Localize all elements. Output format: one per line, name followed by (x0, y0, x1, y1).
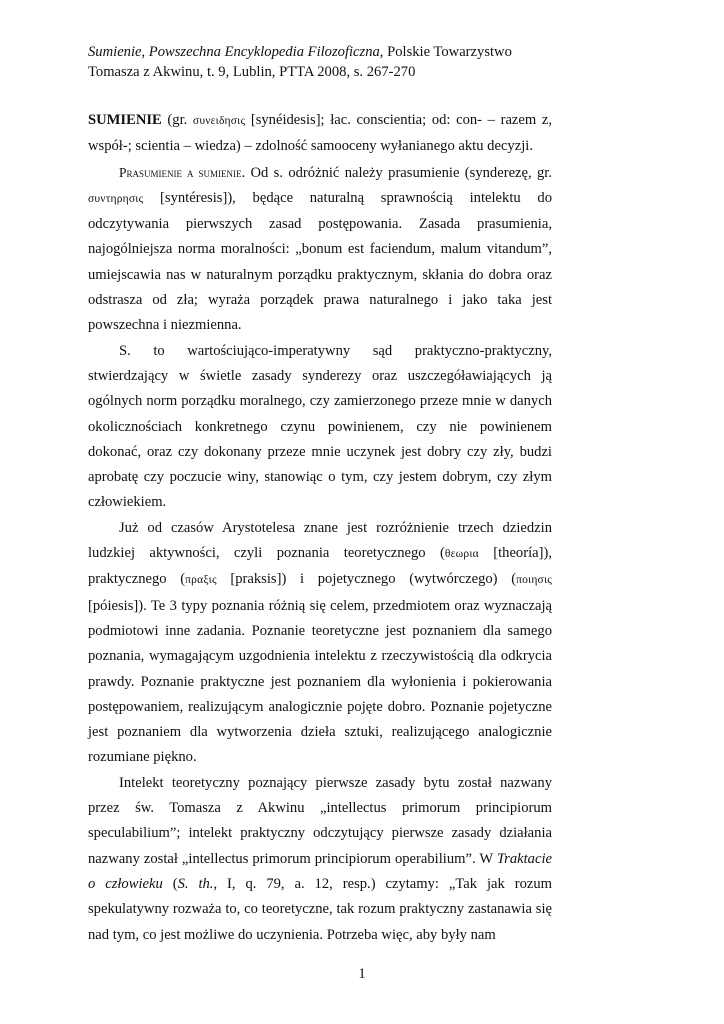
paragraph-definition-of-conscience: S. to wartościująco-imperatywny sąd praktyczno-praktyczny, stwierdzający w świetle zasady synderezy oraz uszczegóławiających ją ogólnych norm porządku moralnego, czy zamierzonego przeze mnie w danych okolicznościach konkretnego czynu powinienem, czy nie powinienem dokonać, oraz czy dokonany przeze mnie uczynek jest dobry czy zły, budzi aprobatę czy poczucie winy, stanowiąc o tym, czy jestem dobrym, czy złym człowiekiem. (88, 342, 552, 511)
paragraph-prasumienie: Prasumienie a sumienie. Od s. odróżnić należy prasumienie (synderezę, gr. συντηρησις [syntéresis]), będące naturalną sprawnością intelektu do odczytywania pierwszych zasad postępowania. Zasada prasumienia, najogólniejsza norma moralności: „bonum est faciendum, malum vitandum”, umiejscawia nas w naturalnym porządku praktycznym, skłania do dobra oraz odstrasza od zła; wyraża porządek prawa naturalnego i jako taka jest powszechna i niezmienna. (88, 164, 552, 334)
article-body (88, 108, 552, 948)
italic-abbreviation: S. th. (177, 875, 214, 892)
greek-term: πραξις (185, 574, 217, 587)
italic-title: Traktacie o człowieku (88, 850, 552, 892)
bibliographic-citation (88, 42, 552, 82)
citation-details: Tomasza z Akwinu, t. 9, Lublin, PTTA 2008, s. 267-270 (88, 64, 416, 80)
greek-term: ποιησις (516, 574, 552, 587)
page-number: 1 (358, 966, 366, 982)
greek-term: συνειδησις (192, 115, 246, 127)
entry-headword: SUMIENIE (88, 112, 162, 128)
paragraph-definition: SUMIENIE (gr. συνειδησις [synéidesis]; łac. conscientia; od: con- – razem z, współ-; scientia – wiedza) – zdolność samooceny wyłanianego aktu decyzji. (88, 112, 552, 155)
paragraph-intellect: Intelekt teoretyczny poznający pierwsze zasady bytu został nazwany przez św. Tomasza z Akwinu „intellectus primorum principiorum speculabilium”; intelekt praktyczny odczytujący pierwsze zasady działania nazwany został „intellectus primorum principiorum operabilium”. W Traktacie o człowieku (S. th., I, q. 79, a. 12, resp.) czytamy: „Tak jak rozum spekulatywny rozważa to, co teoretyczne, tak rozum praktyczny zastanawia się nad tym, co jest możliwe do uczynienia. Potrzeba więc, aby były nam (88, 774, 553, 943)
greek-term: θεωρια (444, 548, 479, 561)
paragraph-three-domains: Już od czasów Arystotelesa znane jest rozróżnienie trzech dziedzin ludzkiej aktywności, czyli poznania teoretycznego (θεωρια [theoría]), praktycznego (πραξις [praksis]) i pojetycznego (wytwórczego) (ποιησις [póiesis]). Te 3 typy poznania różnią się celem, przedmiotem oraz wyznaczają podmiotowi inne zadania. Poznanie teoretyczne jest poznaniem dla samego poznania, wymagającym uzgodnienia intelektu z rzeczywistością dla odkrycia prawdy. Poznanie praktyczne jest poznaniem dla wyłonienia i pokierowania postępowaniem, realizującym analogicznie pojęte dobro. Poznanie pojetyczne jest poznaniem dla wytworzenia dzieła sztuki, realizującego analogicznie rozumiane piękno. (88, 519, 552, 766)
citation-publisher: Polskie Towarzystwo (383, 44, 512, 60)
citation-title: Sumienie, Powszechna Encyklopedia Filozoficzna, (88, 44, 384, 60)
greek-term: συντηρησις (88, 192, 144, 205)
section-heading: Prasumienie a sumienie (119, 164, 242, 180)
